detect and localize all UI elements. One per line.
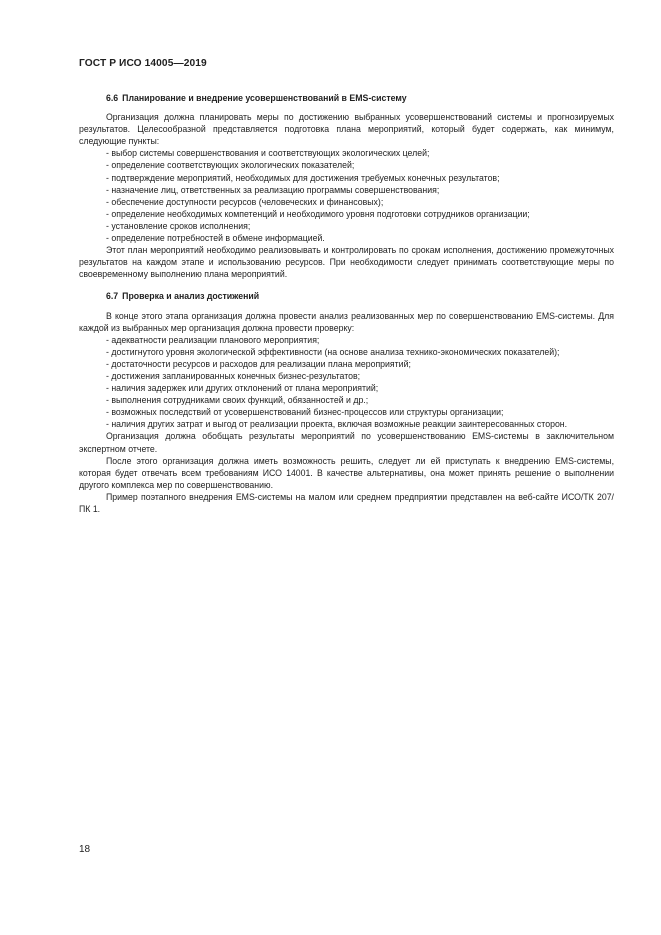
section-number: 6.6: [106, 93, 119, 103]
document-header: ГОСТ Р ИСО 14005—2019: [79, 58, 207, 69]
list-item: - возможных последствий от усовершенствований бизнес-процессов или структуры организации;: [106, 407, 504, 418]
list-item: - наличия других затрат и выгод от реализации проекта, включая возможные реакции заинтересованных сторон.: [106, 419, 568, 430]
list-item: - установление сроков исполнения;: [106, 220, 251, 231]
list-item: - наличия задержек или других отклонений от плана мероприятий;: [106, 383, 379, 394]
section-heading: [106, 92, 614, 104]
paragraph: Пример поэтапного внедрения EMS-системы на малом или среднем предприятии представлен на веб-сайте ИСО/ТК 207/ПК 1.: [79, 491, 614, 514]
document-body: [79, 92, 614, 515]
paragraph: Организация должна обобщать результаты мероприятий по усовершенствованию EMS-системы в заключительном экспертном отчете.: [79, 431, 614, 454]
list-item: - определение необходимых компетенций и необходимого уровня подготовки сотрудников организации;: [106, 208, 530, 219]
list-item: - адекватности реализации планового мероприятия;: [106, 334, 320, 345]
section-title: Проверка и анализ достижений: [122, 291, 260, 302]
list-item: - определение соответствующих экологических показателей;: [106, 160, 355, 171]
paragraph: В конце этого этапа организация должна провести анализ реализованных мер по совершенствованию EMS-системы. Для каждой из выбранных мер организация должна провести проверку:: [79, 310, 614, 333]
list-item: - достигнутого уровня экологической эффективности (на основе анализа технико-экономических показателей);: [106, 346, 560, 357]
paragraph: После этого организация должна иметь возможность решить, следует ли ей приступать к внедрению EMS-системы, которая будет отвечать всем требованиям ИСО 14001. В качестве альтернативы, она может принять решение о выполнении другого комплекса мер по совершенствованию.: [79, 455, 614, 490]
paragraph: Организация должна планировать меры по достижению выбранных усовершенствований системы и прогнозируемых результатов. Целесообразной представляется подготовка плана мероприятий, который будет содержать, как минимум, следующие пункты:: [79, 112, 614, 147]
list-item: - достижения запланированных конечных бизнес-результатов;: [106, 370, 361, 381]
paragraph: Этот план мероприятий необходимо реализовывать и контролировать по срокам исполнения, достижению промежуточных результатов на каждом этапе и использованию ресурсов. При необходимости следует принимать соответствующие меры по своевременному выполнению плана мероприятий.: [79, 245, 614, 280]
list-item: - определение потребностей в обмене информацией.: [106, 233, 325, 244]
list-item: - подтверждение мероприятий, необходимых для достижения требуемых конечных результатов;: [106, 172, 500, 183]
list-item: - обеспечение доступности ресурсов (человеческих и финансовых);: [106, 196, 384, 207]
section-number: 6.7: [106, 291, 119, 302]
list-item: - выбор системы совершенствования и соответствующих экологических целей;: [106, 148, 430, 159]
list-item: - достаточности ресурсов и расходов для реализации плана мероприятий;: [106, 358, 411, 369]
page-number: 18: [79, 844, 91, 855]
section-heading: [106, 290, 614, 302]
list-item: - выполнения сотрудниками своих функций, обязанностей и др.;: [106, 395, 369, 406]
section-title: Планирование и внедрение усовершенствований в EMS-систему: [122, 93, 407, 103]
list-item: - назначение лиц, ответственных за реализацию программы совершенствования;: [106, 184, 440, 195]
